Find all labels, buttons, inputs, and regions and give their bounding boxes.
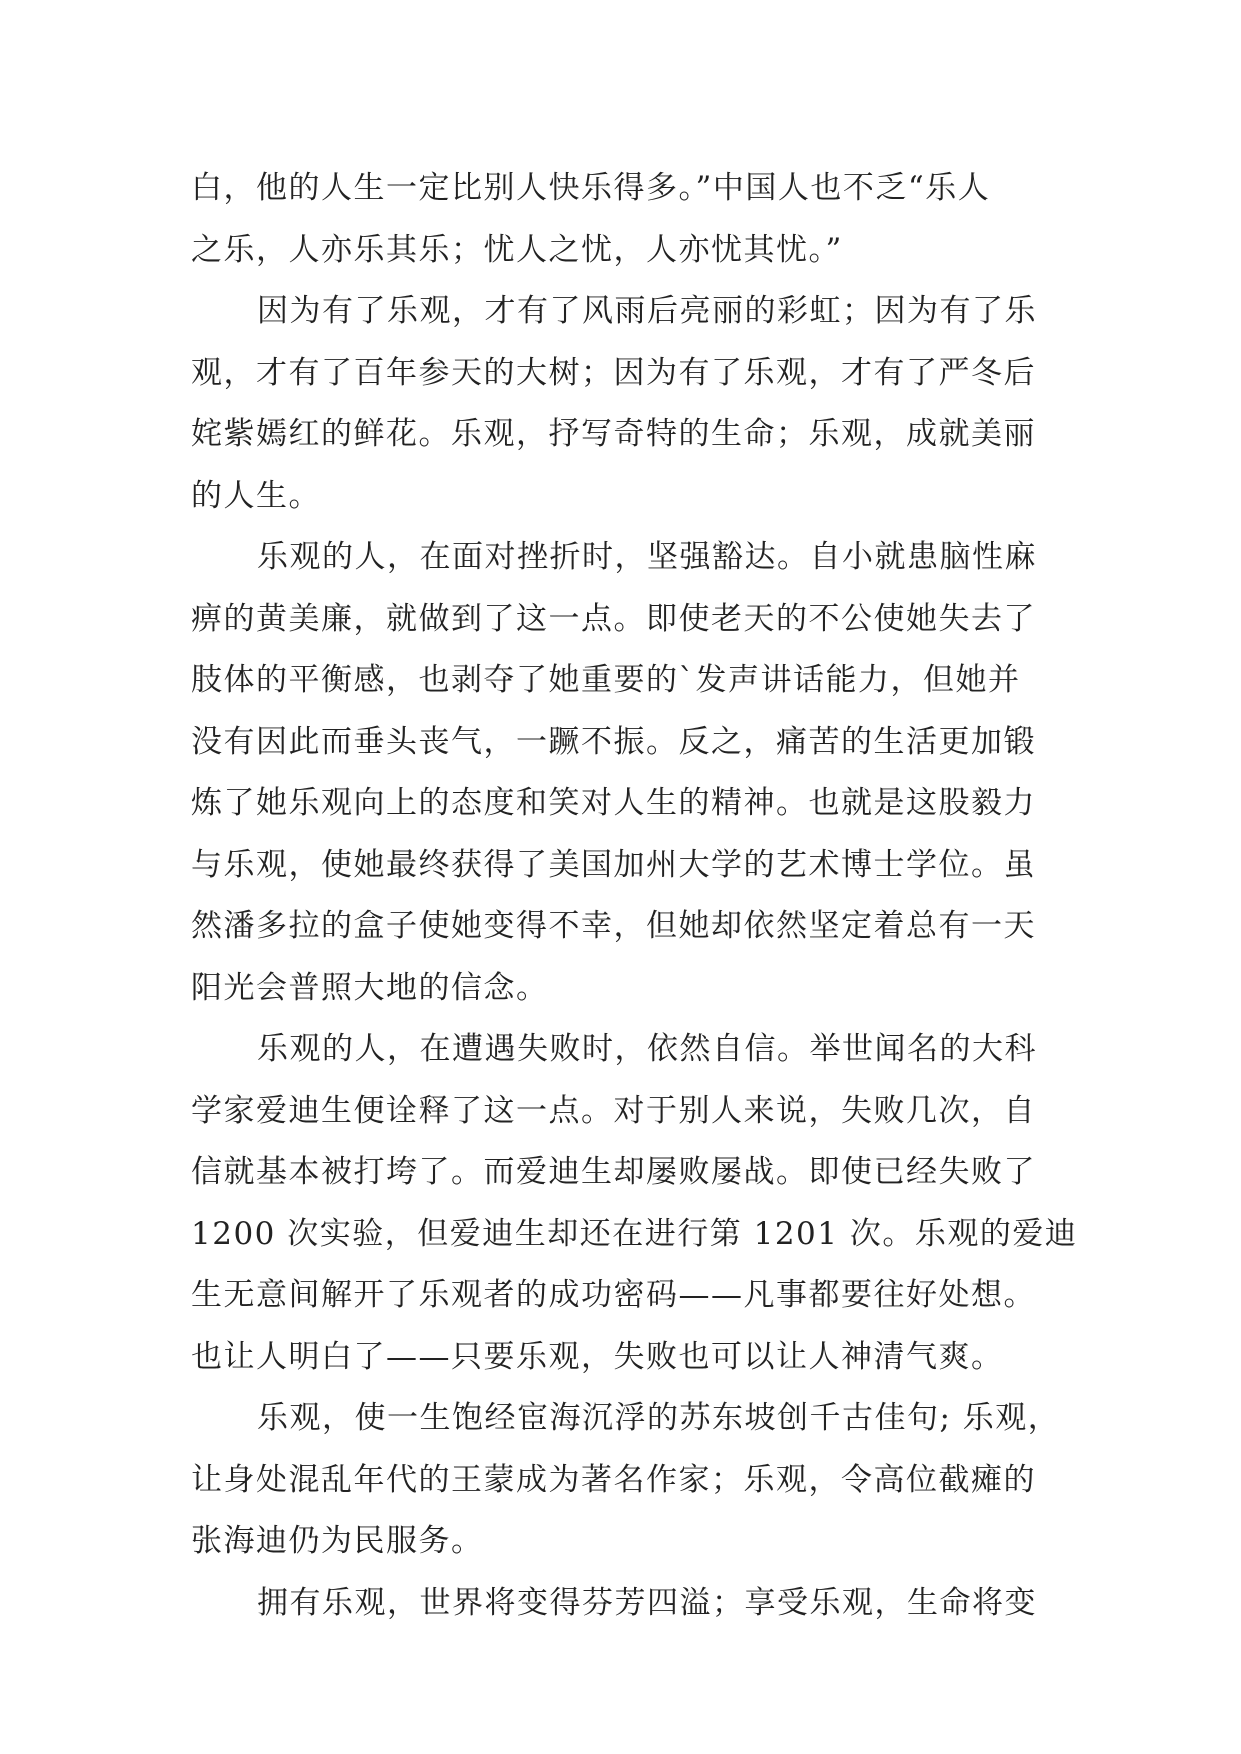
text-line: 也让人明白了——只要乐观，失败也可以让人神清气爽。 [191,1338,1004,1375]
text-line: 的人生。 [191,477,321,514]
text-line: 让身处混乱年代的王蒙成为著名作家；乐观，令高位截瘫的 [191,1461,1036,1498]
text-line: 乐观的人，在遭遇失败时，依然自信。举世闻名的大科 [257,1031,1037,1067]
text-line: 炼了她乐观向上的态度和笑对人生的精神。也就是这股毅力 [191,785,1036,821]
text-line: 乐观的人，在面对挫折时，坚强豁达。自小就患脑性麻 [257,539,1037,575]
text-line: 与乐观，使她最终获得了美国加州大学的艺术博士学位。虽 [191,846,1036,883]
text-line: 1200 次实验，但爱迪生却还在进行第 1201 次。乐观的爱迪 [191,1215,1078,1252]
text-line: 肢体的平衡感，也剥夺了她重要的`发声讲话能力，但她并 [191,662,1021,698]
text-line: 然潘多拉的盒子使她变得不幸，但她却依然坚定着总有一天 [191,908,1036,944]
text-line: 没有因此而垂头丧气，一蹶不振。反之，痛苦的生活更加锻 [191,723,1036,760]
text-line: 之乐，人亦乐其乐；忧人之忧，人亦忧其忧。” [191,231,843,268]
text-line: 学家爱迪生便诠释了这一点。对于别人来说，失败几次，自 [191,1092,1036,1129]
text-line: 因为有了乐观，才有了风雨后亮丽的彩虹；因为有了乐 [257,293,1037,329]
text-line: 痹的黄美廉，就做到了这一点。即使老天的不公使她失去了 [191,600,1036,637]
text-line: 姹紫嫣红的鲜花。乐观，抒写奇特的生命；乐观，成就美丽 [191,416,1036,452]
text-line: 乐观，使一生饱经宦海沉浮的苏东坡创千古佳句; 乐观， [257,1400,1061,1436]
document-body [191,158,1081,1634]
text-line: 拥有乐观，世界将变得芬芳四溢；享受乐观，生命将变 [257,1584,1037,1621]
text-line: 阳光会普照大地的信念。 [191,969,549,1006]
text-line: 观，才有了百年参天的大树；因为有了乐观，才有了严冬后 [191,354,1036,391]
text-line: 生无意间解开了乐观者的成功密码——凡事都要往好处想。 [191,1277,1036,1313]
text-line: 张海迪仍为民服务。 [191,1523,484,1559]
text-line: 白，他的人生一定比别人快乐得多。”中国人也不乏“乐人 [191,170,991,206]
text-line: 信就基本被打垮了。而爱迪生却屡败屡战。即使已经失败了 [191,1154,1036,1190]
